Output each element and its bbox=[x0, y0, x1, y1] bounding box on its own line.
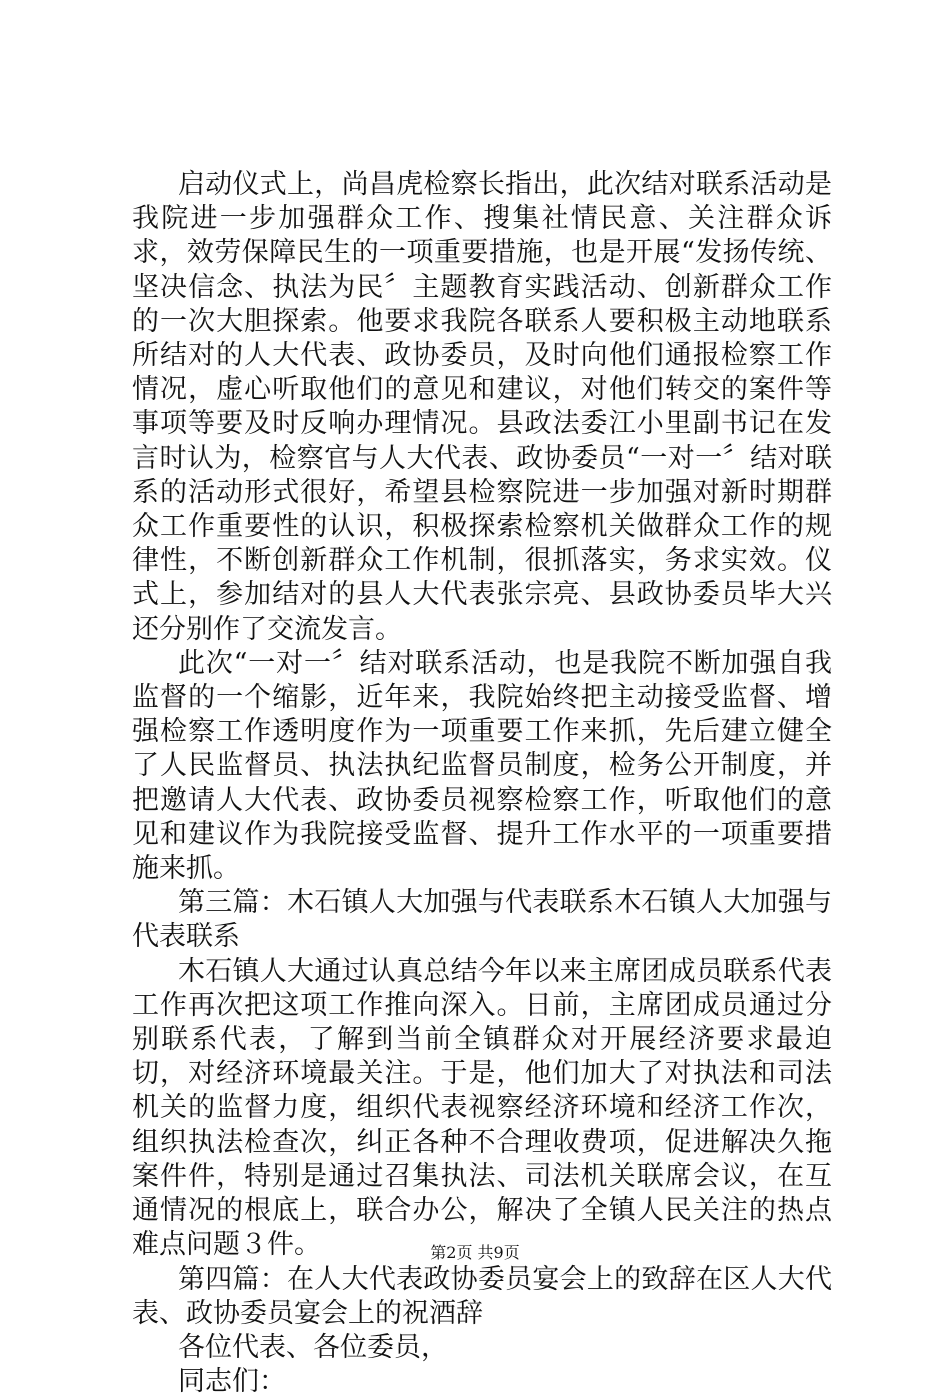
section-heading-part-three: 第三篇：木石镇人大加强与代表联系木石镇人大加强与代表联系 bbox=[132, 887, 832, 953]
section-heading-part-four: 第四篇：在人大代表政协委员宴会上的致辞在区人大代表、政协委员宴会上的祝酒辞 bbox=[132, 1263, 832, 1329]
salutation-comrades: 同志们： bbox=[178, 1366, 286, 1398]
paragraph-opening-ceremony: 启动仪式上，尚昌虎检察长指出，此次结对联系活动是我院进一步加强群众工作、搜集社情民意、关注群众诉求，效劳保障民生的一项重要措施，也是开展“发扬传统、坚决信念、执法为民〞主题教育实践活动、创新群众工作的一次大胆探索。他要求我院各联系人要积极主动地联系所结对的人大代表、政协委员，及时向他们通报检察工作情况，虚心听取他们的意见和建议，对他们转交的案件等事项等要及时反响办理情况。县政法委江小里副书记在发言时认为，检察官与人大代表、政协委员“一对一〞结对联系的活动形式很好，希望县检察院进一步加强对新时期群众工作重要性的认识，积极探索检察机关做群众工作的规律性，不断创新群众工作机制，很抓落实，务求实效。仪式上，参加结对的县人大代表张宗亮、县政协委员毕大兴还分别作了交流发言。 bbox=[132, 169, 832, 645]
paragraph-self-supervision: 此次“一对一〞结对联系活动，也是我院不断加强自我监督的一个缩影，近年来，我院始终把主动接受监督、增强检察工作透明度作为一项重要工作来抓，先后建立健全了人民监督员、执法执纪监督员制度，检务公开制度，并把邀请人大代表、政协委员视察检察工作，听取他们的意见和建议作为我院接受监督、提升工作水平的一项重要措施来抓。 bbox=[132, 647, 832, 885]
salutation-delegates: 各位代表、各位委员， bbox=[178, 1331, 448, 1363]
page-number-footer: 第2页 共9页 bbox=[430, 1243, 520, 1262]
paragraph-mushi-town: 木石镇人大通过认真总结今年以来主席团成员联系代表工作再次把这项工作推向深入。日前，主席团成员通过分别联系代表，了解到当前全镇群众对开展经济要求最迫切，对经济环境最关注。于是，他们加大了对执法和司法机关的监督力度，组织代表视察经济环境和经济工作次，组织执法检查次，纠正各种不合理收费项，促进解决久拖案件件，特别是通过召集执法、司法机关联席会议，在互通情况的根底上，联合办公，解决了全镇人民关注的热点难点问题３件。 bbox=[132, 955, 832, 1261]
document-body bbox=[132, 168, 832, 1399]
